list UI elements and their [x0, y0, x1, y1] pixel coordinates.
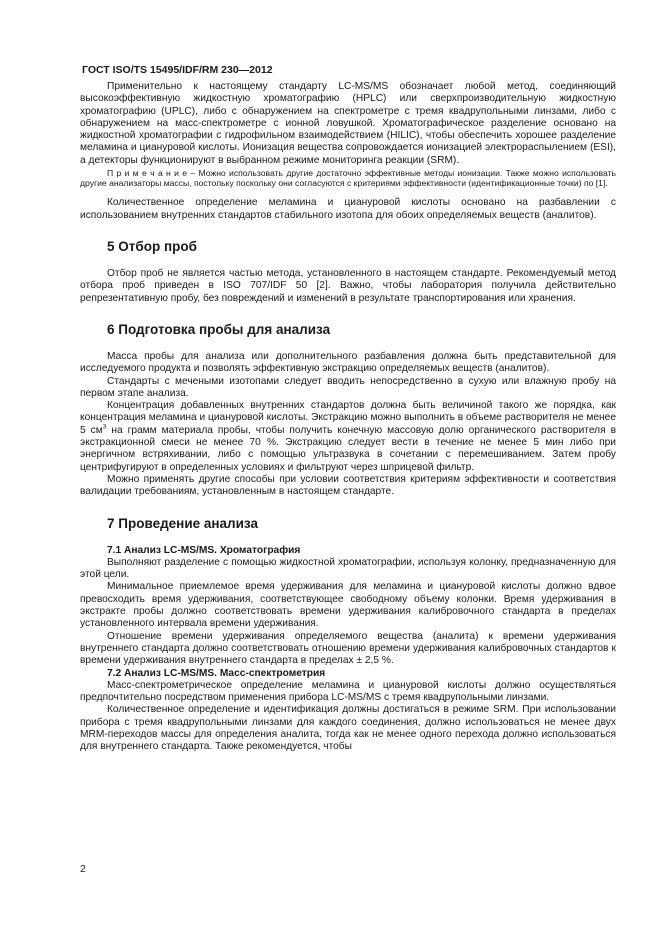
subsection-7-1-paragraph-3: Отношение времени удерживания определяемого вещества (аналита) к времени удерживания внутреннего стандарта должно соответствовать отношению времени удерживания калибровочных стандартов к времени удерживания внутреннего стандарта в пределах ± 2,5 %.	[80, 630, 616, 667]
intro-note: П р и м е ч а н и е – Можно использовать другие достаточно эффективные методы ионизации. Также можно использовать другие анализаторы массы, постольку поскольку они согласуются с критериями эффективности (идентификационные точки) по [1].	[80, 168, 616, 189]
subsection-7-2-paragraph-1: Масс-спектрометрическое определение меламина и циануровой кислоты должно осуществляться предпочтительно посредством применения прибора LC-MS/MS с тремя квадрупольными линзами.	[80, 679, 616, 704]
section-6-paragraph-3	[80, 400, 616, 474]
subsection-7-2-heading: 7.2 Анализ LC-MS/MS. Масс-спектрометрия	[107, 667, 326, 679]
section-5-paragraph-1: Отбор проб не является частью метода, установленного в настоящем стандарте. Рекомендуемый метод отбора проб приведен в ISO 707/IDF 50 [2]. Важно, чтобы лаборатория получила действительно репрезентативную пробу, без повреждений и изменений в результате транспортирования или хранения.	[80, 268, 616, 304]
section-6-heading: 6 Подготовка пробы для анализа	[107, 321, 331, 337]
section-5-heading: 5 Отбор проб	[107, 239, 197, 255]
section-6-paragraph-4: Можно применять другие способы при условии соответствия критериям эффективности и соответствия валидации требованиям, установленным в настоящем стандарте.	[80, 473, 616, 498]
subsection-7-1-heading: 7.1 Анализ LC-MS/MS. Хроматография	[107, 544, 301, 556]
section-6-paragraph-1: Масса пробы для анализа или дополнительного разбавления должна быть представительной для исследуемого продукта и позволять эффективную экстракцию определяемых веществ (аналитов).	[80, 350, 616, 375]
intro-paragraph-1: Применительно к настоящему стандарту LC-MS/MS обозначает любой метод, соединяющий высокоэффективную жидкостную хроматографию (HPLC) или сверхпроизводительную жидкостную хроматографию (UPLC), либо с обнаружением на спектрометре с тремя квадрупольными линзами, либо с обнаружением на масс-спектрометре с ионной ловушкой. Хроматографическое разделение основано на жидкостной хроматографии с гидрофильном взаимодействием (HILIC), чтобы обеспечить хорошее разделение меламина и циануровой кислоты. Ионизация вещества сопровождается ионизацией электрораспылением (ESI), а детекторы функционируют в выбранном режиме мониторинга реакции (SRM).	[80, 81, 616, 166]
section-6-paragraph-2: Стандарты с мечеными изотопами следует вводить непосредственно в сухую или влажную пробу на первом этапе анализа.	[80, 375, 616, 399]
subsection-7-1-paragraph-2: Минимальное приемлемое время удерживания для меламина и циануровой кислоты должно вдвое превосходить время удерживания, соответствующее свободному объему колонки. Время удерживания в экстракте пробы должно соответствовать времени удерживания калибровочного стандарта в пределах установленного интервала времени удерживания.	[80, 581, 616, 630]
section-6-paragraph-3-part-b: на грамм материала пробы, чтобы получить конечную массовую долю органического растворителя в экстракционной смеси не менее 70 %. Экстракцию следует вести в течение не менее 5 мин либо при энергичном встряхивании, либо с помощью ультразвука в сочетании с перемешиванием. Затем пробу центрифугируют в определенных условиях и фильтруют через шприцевой фильтр.	[80, 424, 616, 473]
superscript-3: 3	[102, 423, 107, 431]
subsection-7-1-paragraph-1: Выполняют разделение с помощью жидкостной хроматографии, используя колонку, предназначенную для этой цели.	[80, 556, 616, 581]
document-header: ГОСТ ISO/TS 15495/IDF/RM 230—2012	[82, 64, 273, 76]
section-6-paragraph-3-part-a: Концентрация добавленных внутренних стандартов должна быть величиной такого же порядка, как концентрация меламина и циануровой кислоты. Экстракцию можно выполнить в объеме растворителя не менее 5 см	[80, 400, 616, 436]
document-body	[80, 81, 616, 754]
intro-paragraph-2: Количественное определение меламина и циануровой кислоты основано на разбавлении с использованием внутренних стандартов стабильного изотопа для обоих определяемых веществ (аналитов).	[80, 197, 616, 221]
page-number: 2	[80, 863, 86, 875]
section-7-heading: 7 Проведение анализа	[107, 515, 258, 531]
subsection-7-2-paragraph-2: Количественное определение и идентификация должны достигаться в режиме SRM. При использовании прибора с тремя квадрупольными линзами для каждого соединения, должно использоваться не менее двух MRM-переходов массы для определения аналита, тогда как не менее одного перехода должно использоваться для внутреннего стандарта. Также рекомендуется, чтобы	[80, 704, 616, 753]
